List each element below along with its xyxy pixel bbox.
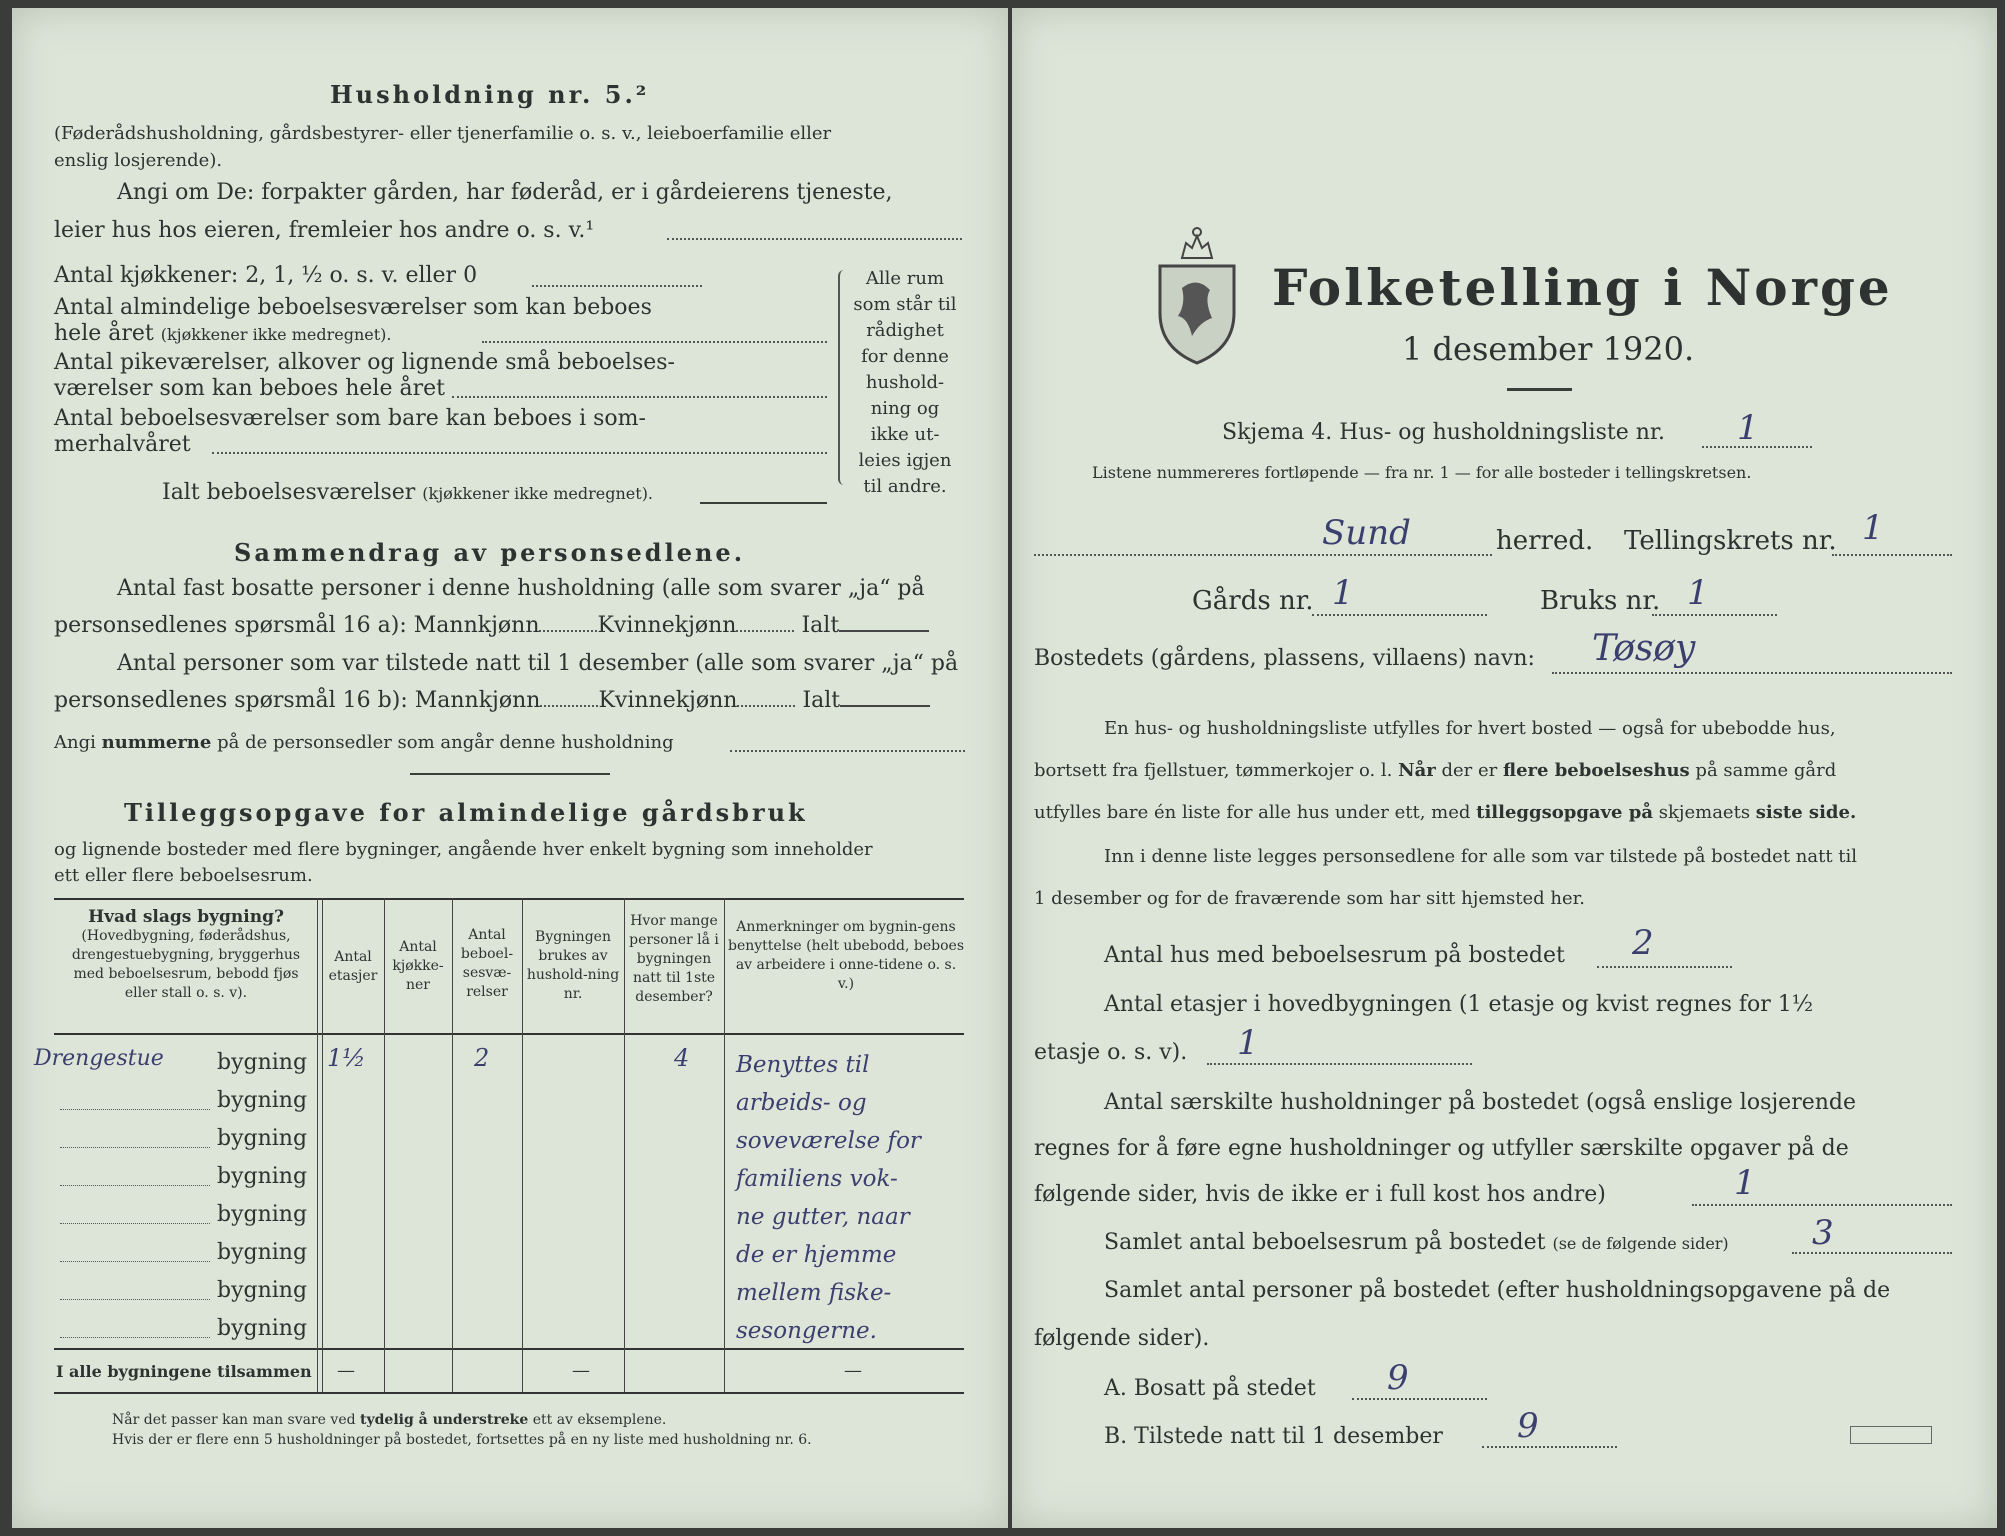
row-bygning-label: bygning [217, 1164, 308, 1189]
skjema-label: Skjema 4. Hus- og husholdningsliste nr. [1222, 420, 1665, 445]
gards-value: 1 [1332, 573, 1354, 613]
etasjer-line [1207, 1063, 1472, 1065]
row-rule [60, 1185, 210, 1186]
footnote-2: Hvis der er flere enn 5 husholdninger på bostedet, fortsettes på en ny liste med husholdning nr. 6. [112, 1432, 812, 1448]
household-subtitle: (Føderådshusholdning, gårdsbestyrer- eller tjenerfamilie o. s. v., leieboerfamilie eller [54, 123, 832, 144]
pike-line-2: værelser som kan beboes hele året [54, 376, 445, 401]
saer-line-3: følgende sider, hvis de ikke er i full kost hos andre) [1034, 1182, 1606, 1207]
hus-value: 2 [1632, 923, 1654, 963]
row-beboelse-value: 2 [474, 1044, 490, 1072]
herred-value: Sund [1322, 513, 1411, 553]
tillegg-sub-1: og lignende bosteder med flere bygninger, angående hver enkelt bygning som inneholder [54, 839, 873, 860]
sommer-line-2: merhalvåret [54, 432, 191, 457]
col-divider-4 [522, 898, 523, 1392]
nummerne-answer-line [730, 750, 965, 752]
table-top-rule [54, 898, 964, 900]
skjema-nr-line [1702, 446, 1812, 448]
col-divider-1b [322, 898, 323, 1392]
coat-of-arms-icon [1152, 218, 1242, 372]
col-header-beboelse: Antal beboel-sesvæ-relser [460, 927, 514, 1000]
samlet-rum-line [1792, 1252, 1952, 1254]
bosatt-line [1352, 1398, 1487, 1400]
bruks-line [1652, 614, 1777, 616]
title-divider [1507, 388, 1572, 391]
side-note: Alle rum som står til rådighet for denne hushold- ning og ikke ut- leies igjen til andre. [853, 268, 957, 497]
row-bygning-label: bygning [217, 1240, 308, 1265]
household-subtitle-2: enslig losjerende). [54, 150, 223, 171]
alm-line-1: Antal almindelige beboelsesværelser som kan beboes [54, 295, 652, 320]
bruks-value: 1 [1687, 573, 1709, 613]
fast-line-1: Antal fast bosatte personer i denne husholdning (alle som svarer „ja“ på [117, 576, 925, 601]
table-bottom-rule [54, 1392, 964, 1394]
row-bygning-label: bygning [217, 1316, 308, 1341]
row-rule [60, 1299, 210, 1300]
alm-line-2: hele året (kjøkkener ikke medregnet). [54, 321, 392, 346]
col-divider-2 [384, 898, 385, 1392]
pike-answer-line [452, 396, 827, 398]
row-rule [60, 1147, 210, 1148]
skjema-nr-value: 1 [1737, 408, 1759, 448]
gards-label: Gårds nr. [1192, 586, 1314, 616]
ialt-label: Ialt beboelsesværelser (kjøkkener ikke medregnet). [162, 480, 654, 505]
bostedet-label: Bostedets (gårdens, plassens, villaens) navn: [1034, 646, 1535, 671]
row-type-value: Drengestue [34, 1046, 164, 1071]
etasjer-value: 1 [1237, 1023, 1259, 1063]
bostedet-value: Tøsøy [1592, 628, 1696, 669]
col-header-kjokkener: Antal kjøkke-ner [392, 939, 444, 993]
bruks-label: Bruks nr. [1540, 586, 1661, 616]
hus-label: Antal hus med beboelsesrum på bostedet [1104, 943, 1565, 968]
row-bygning-label: bygning [217, 1126, 308, 1151]
saer-value: 1 [1734, 1163, 1756, 1203]
tillegg-sub-2: ett eller flere beboelsesrum. [54, 865, 313, 886]
total-etasjer-dash: — [337, 1360, 355, 1381]
col-header-type: Hvad slags bygning? (Hovedbygning, føderådshus, drengestuebygning, bryggerhus med beboelsesrum, bebodd fjøs eller stall o. s. v). [71, 907, 301, 1001]
remarks-text: Benyttes til arbeids- og soveværelse for familiens vok- ne gutter, naar de er hjemme mellem fiske- sesongerne. [736, 1052, 921, 1344]
para1-line-2: bortsett fra fjellstuer, tømmerkojer o. l. Når der er flere beboelseshus på samme gård [1034, 760, 1837, 781]
total-husholdning-dash: — [572, 1360, 590, 1381]
bostedet-line [1552, 672, 1952, 674]
tilstede-label: B. Tilstede natt til 1 desember [1104, 1424, 1443, 1449]
angi-nummerne: Angi nummerne på de personsedler som angår denne husholdning [54, 732, 674, 753]
tilstede-value: 9 [1517, 1406, 1539, 1446]
tellingskrets-line [1832, 554, 1952, 556]
col-header-etasjer: Antal etasjer [328, 949, 378, 984]
sammendrag-title: Sammendrag av personsedlene. [234, 538, 746, 567]
household-title: Husholdning nr. 5.² [330, 80, 650, 109]
etasjer-line-1: Antal etasjer i hovedbygningen (1 etasje og kvist regnes for 1½ [1104, 992, 1814, 1017]
left-page [12, 8, 1008, 1528]
listene-note: Listene nummereres fortløpende — fra nr. 1 — for alle bosteder i tellingskretsen. [1092, 463, 1752, 482]
census-date: 1 desember 1920. [1402, 330, 1695, 368]
row-bygning-label: bygning [217, 1278, 308, 1303]
col-divider-1 [317, 898, 318, 1392]
herred-line [1034, 554, 1492, 556]
herred-label: herred. [1496, 526, 1594, 556]
ialt-answer-line [700, 502, 827, 504]
saer-line-2: regnes for å føre egne husholdninger og utfyller særskilte opgaver på de [1034, 1136, 1849, 1161]
sommer-answer-line [212, 452, 827, 454]
alm-answer-line [482, 341, 827, 343]
para2-line-2: 1 desember og for de fraværende som har sitt hjemsted her. [1034, 888, 1585, 909]
angi-answer-line [667, 238, 962, 240]
tilstede-line [1482, 1446, 1617, 1448]
table-header-rule [54, 1033, 964, 1035]
para2-line-1: Inn i denne liste legges personsedlene for alle som var tilstede på bostedet natt til [1104, 846, 1858, 867]
fast-line-2: personsedlenes spørsmål 16 a): Mannkjønn Kvinnekjønn Ialt [54, 613, 929, 638]
row-rule [60, 1223, 210, 1224]
samlet-rum-value: 3 [1812, 1213, 1834, 1253]
row-bygning-label: bygning [217, 1050, 308, 1075]
row-etasjer-value: 1½ [327, 1044, 366, 1072]
row-bygning-label: bygning [217, 1202, 308, 1227]
row-rule [60, 1337, 210, 1338]
row-personer-value: 4 [674, 1044, 690, 1072]
saer-line [1692, 1204, 1952, 1206]
footnote-1: Når det passer kan man svare ved tydelig å understreke ett av eksemplene. [112, 1412, 667, 1428]
col-divider-5 [624, 898, 625, 1392]
col-header-personer: Hvor mange personer lå i bygningen natt til 1ste desember? [629, 913, 719, 1005]
main-title: Folketelling i Norge [1272, 258, 1893, 317]
sommer-line-1: Antal beboelsesværelser som bare kan beboes i som- [54, 406, 646, 431]
para1-line-1: En hus- og husholdningsliste utfylles for hvert bosted — også for ubebodde hus, [1104, 718, 1836, 739]
row-rule [60, 1109, 210, 1110]
saer-line-1: Antal særskilte husholdninger på bostedet (også enslige losjerende [1104, 1090, 1857, 1115]
col-divider-3 [452, 898, 453, 1392]
tellingskrets-value: 1 [1862, 508, 1884, 548]
kjokkener-label: Antal kjøkkener: 2, 1, ½ o. s. v. eller 0 [54, 263, 478, 288]
right-page [1012, 8, 1997, 1528]
para1-line-3: utfylles bare én liste for alle hus under ett, med tilleggsopgave på skjemaets siste side. [1034, 802, 1857, 823]
angi-line-2: leier hus hos eieren, fremleier hos andre o. s. v.¹ [54, 218, 595, 243]
samlet-pers-line-1: Samlet antal personer på bostedet (efter husholdningsopgavene på de [1104, 1278, 1891, 1303]
bosatt-value: 9 [1387, 1358, 1409, 1398]
section-divider [410, 773, 610, 775]
etasjer-line-2: etasje o. s. v). [1034, 1040, 1188, 1065]
tilst-line-1: Antal personer som var tilstede natt til 1 desember (alle som svarer „ja“ på [117, 651, 959, 676]
col-header-husholdning: Bygningen brukes av hushold-ning nr. [526, 929, 620, 1002]
tellingskrets-label: Tellingskrets nr. [1624, 526, 1837, 556]
total-label: I alle bygningene tilsammen [56, 1362, 312, 1381]
pike-line-1: Antal pikeværelser, alkover og lignende små beboelses- [54, 350, 675, 375]
printer-mark [1850, 1426, 1932, 1444]
tillegg-title: Tilleggsopgave for almindelige gårdsbruk [124, 798, 808, 827]
total-remarks-dash: — [844, 1360, 862, 1381]
row-bygning-label: bygning [217, 1088, 308, 1113]
samlet-rum-label: Samlet antal beboelsesrum på bostedet (se de følgende sider) [1104, 1230, 1729, 1255]
gards-line [1312, 614, 1487, 616]
col-header-anmerkninger: Anmerkninger om bygnin-gens benyttelse (helt ubebodd, beboes av arbeidere i onne-tidene o. s. v.) [728, 919, 965, 992]
hus-line [1597, 966, 1732, 968]
samlet-pers-line-2: følgende sider). [1034, 1326, 1210, 1351]
tilst-line-2: personsedlenes spørsmål 16 b): Mannkjønn Kvinnekjønn Ialt [54, 688, 930, 713]
col-divider-6 [724, 898, 725, 1392]
row-rule [60, 1261, 210, 1262]
kjokkener-dots [532, 285, 702, 287]
side-bracket [838, 270, 846, 485]
bosatt-label: A. Bosatt på stedet [1104, 1376, 1316, 1401]
angi-line-1: Angi om De: forpakter gården, har føderåd, er i gårdeierens tjeneste, [117, 180, 893, 205]
